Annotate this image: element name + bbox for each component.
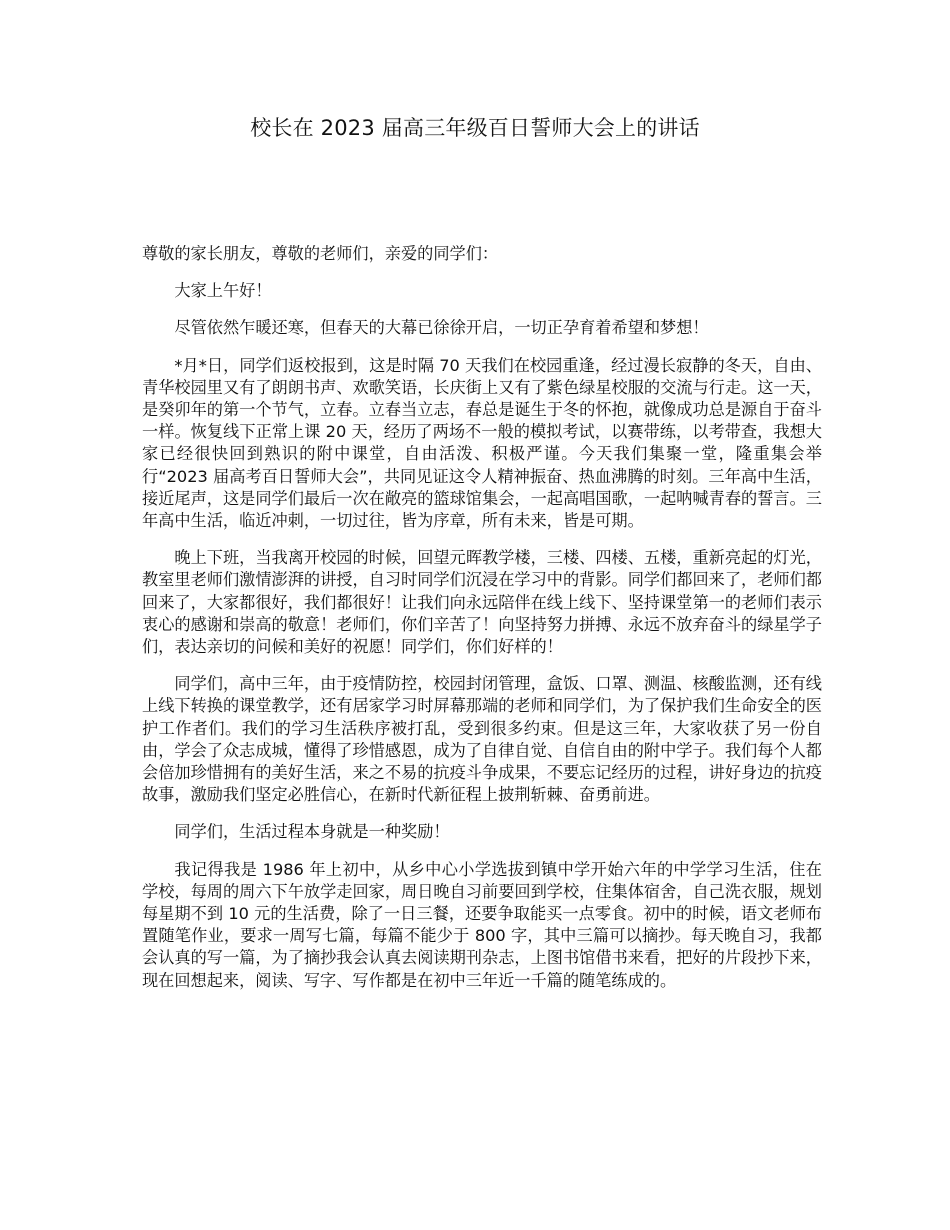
salutation: 尊敬的家长朋友，尊敬的老师们，亲爱的同学们： — [142, 244, 499, 263]
paragraph-opening-greeting: 大家上午好！ — [174, 281, 272, 301]
paragraph-life-reward: 同学们，生活过程本身就是一种奖励！ — [174, 822, 450, 842]
paragraph-return-to-school: *月*日，同学们返校报到，这是时隔 70 天我们在校园重逢，经过漫长寂静的冬天，自由、青华校园里又有了朗朗书声、欢歌笑语，长庆街上又有了紫色绿星校服的交流与行走。这一天，是癸卯年的第一个节气，立春。立春当立志，春总是诞生于冬的怀抱，就像成功总是源自于奋斗一样。恢复线下正常上课 20 天，经历了两场不一般的模拟考试，以赛带练，以考带查，我想大家已经很快回到熟识的附中课堂，自由活泼、积极严谨。今天我们集聚一堂，隆重集会举行“2023 届高考百日誓师大会”，共同见证这令人精神振奋、热血沸腾的时刻。三年高中生活，接近尾声，这是同学们最后一次在敞亮的篮球馆集会，一起高唱国歌，一起呐喊青春的誓言。三年高中生活，临近冲刺，一切过往，皆为序章，所有未来，皆是可期。 — [142, 355, 822, 531]
paragraph-three-years: 同学们，高中三年，由于疫情防控，校园封闭管理，盒饭、口罩、测温、核酸监测，还有线上线下转换的课堂教学，还有居家学习时屏幕那端的老师和同学们，为了保护我们生命安全的医护工作者们。我们的学习生活秩序被打乱，受到很多约束。但是这三年，大家收获了另一份自由，学会了众志成城，懂得了珍惜感恩，成为了自律自觉、自信自由的附中学子。我们每个人都会倍加珍惜拥有的美好生活，来之不易的抗疫斗争成果，不要忘记经历的过程，讲好身边的抗疫故事，激励我们坚定必胜信心，在新时代新征程上披荆斩棘、奋勇前进。 — [142, 674, 822, 805]
document-body — [142, 243, 822, 1007]
paragraph-spring: 尽管依然乍暖还寒，但春天的大幕已徐徐开启，一切正孕育着希望和梦想！ — [174, 318, 709, 338]
paragraph-evening-campus: 晚上下班，当我离开校园的时候，回望元晖教学楼，三楼、四楼、五楼，重新亮起的灯光，教室里老师们激情澎湃的讲授，自习时同学们沉浸在学习中的背影。同学们都回来了，老师们都回来了，大家都很好，我们都很好！让我们向永远陪伴在线上线下、坚持课堂第一的老师们表示衷心的感谢和崇高的敬意！老师们，你们辛苦了！向坚持努力拼搏、永远不放弃奋斗的绿星学子们，表达亲切的问候和美好的祝愿！同学们，你们好样的！ — [142, 548, 822, 657]
paragraph-memories: 我记得我是 1986 年上初中，从乡中心小学选拔到镇中学开始六年的中学学习生活，住在学校，每周的周六下午放学走回家，周日晚自习前要回到学校，住集体宿舍，自己洗衣服，规划每星期不到 10 元的生活费，除了一日三餐，还要争取能买一点零食。初中的时候，语文老师布置随笔作业，要求一周写七篇，每篇不能少于 800 字，其中三篇可以摘抄。每天晚自习，我都会认真的写一篇，为了摘抄我会认真去阅读期刊杂志，上图书馆借书来看，把好的片段抄下来，现在回想起来，阅读、写字、写作都是在初中三年近一千篇的随笔练成的。 — [142, 859, 822, 990]
document-title: 校长在 2023 届高三年级百日誓师大会上的讲话 — [250, 116, 700, 140]
